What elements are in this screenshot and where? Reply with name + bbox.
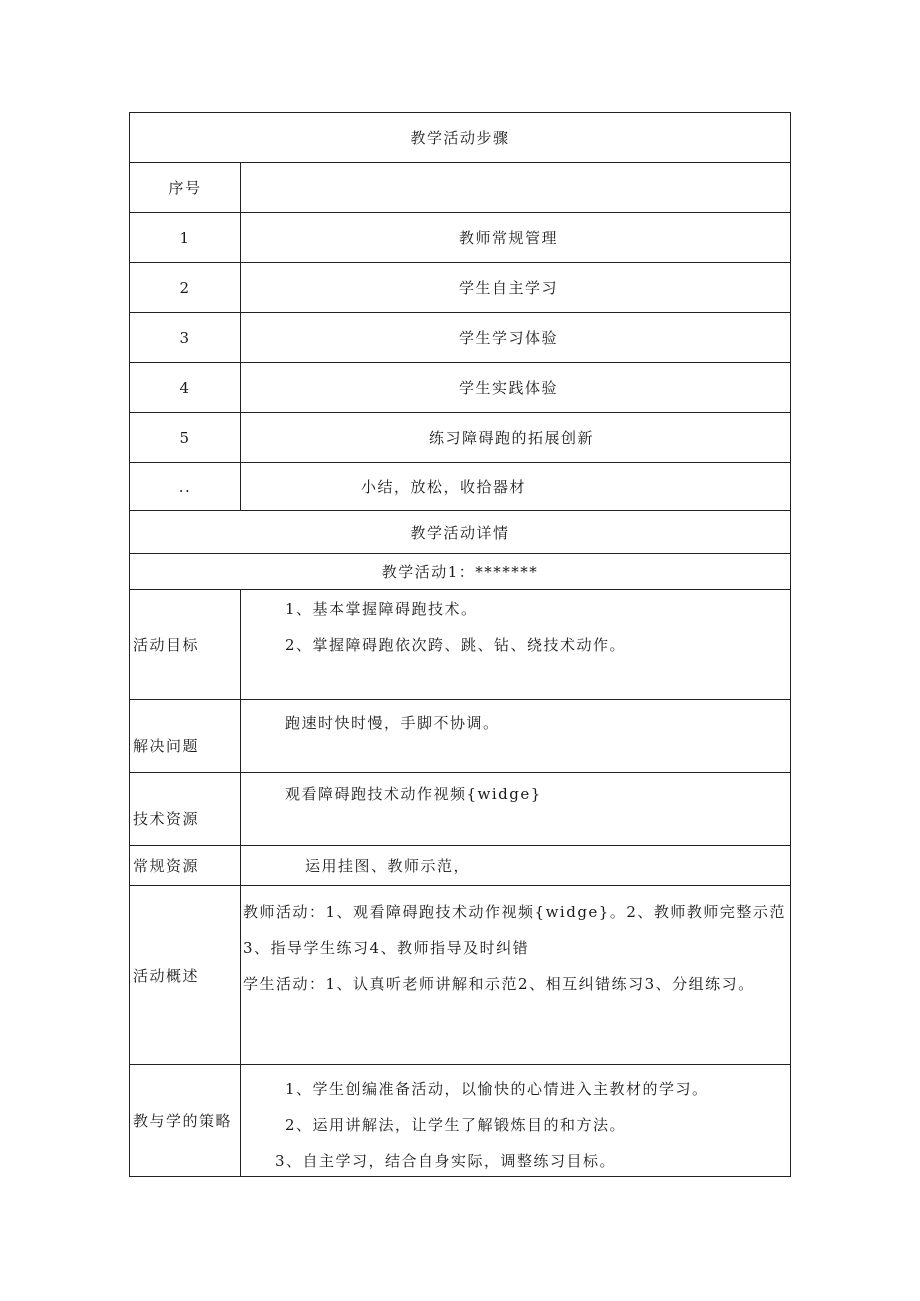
problem-label: 解决问题 xyxy=(130,700,241,772)
overview-label: 活动概述 xyxy=(130,886,241,1064)
goals-content xyxy=(241,590,790,699)
routine-text: 运用挂图、教师示范， xyxy=(305,857,471,875)
step-content: 教师常规管理 xyxy=(459,229,559,247)
goals-row xyxy=(130,590,790,700)
step-seq: 4 xyxy=(130,363,241,412)
step-row xyxy=(130,213,790,263)
overview-row xyxy=(130,886,790,1065)
steps-title: 教学活动步骤 xyxy=(410,129,510,147)
details-title: 教学活动详情 xyxy=(410,523,510,542)
steps-header-row xyxy=(130,163,790,213)
strategy-label: 教与学的策略 xyxy=(130,1065,241,1176)
goal-line: 1、基本掌握障碍跑技术。 xyxy=(285,600,478,618)
step-row xyxy=(130,363,790,413)
lesson-plan-table xyxy=(129,112,791,1177)
routine-label: 常规资源 xyxy=(130,846,241,885)
step-content: 学生学习体验 xyxy=(459,329,559,347)
goals-label: 活动目标 xyxy=(130,590,241,699)
step-seq: .. xyxy=(130,463,241,510)
problem-row xyxy=(130,700,790,773)
step-seq: 2 xyxy=(130,263,241,312)
details-title-row xyxy=(130,511,790,554)
overview-content xyxy=(241,886,790,1064)
strategy-line: 2、运用讲解法，让学生了解锻炼目的和方法。 xyxy=(285,1116,627,1134)
routine-row xyxy=(130,846,790,886)
step-content: 学生实践体验 xyxy=(459,379,559,397)
activity-title-row xyxy=(130,554,790,590)
step-row xyxy=(130,313,790,363)
steps-title-row xyxy=(130,113,790,163)
tech-label: 技术资源 xyxy=(130,773,241,845)
goal-line: 2、掌握障碍跑依次跨、跳、钻、绕技术动作。 xyxy=(285,636,627,654)
strategy-line: 3、自主学习，结合自身实际，调整练习目标。 xyxy=(275,1152,617,1170)
overview-teacher: 教师活动：1、观看障碍跑技术动作视频{widge}。2、教师教师完整示范3、指导学生练习4、教师指导及时纠错 xyxy=(243,903,786,957)
step-seq: 1 xyxy=(130,213,241,262)
tech-row xyxy=(130,773,790,846)
step-seq: 5 xyxy=(130,413,241,462)
step-content: 学生自主学习 xyxy=(459,279,559,297)
activity-title: 教学活动1：******* xyxy=(381,563,539,581)
strategy-row xyxy=(130,1065,790,1176)
strategy-content xyxy=(241,1065,790,1176)
step-content: 小结，放松，收拾器材 xyxy=(361,478,527,496)
step-row xyxy=(130,413,790,463)
overview-student: 学生活动：1、认真听老师讲解和示范2、相互纠错练习3、分组练习。 xyxy=(243,975,755,993)
step-content: 练习障碍跑的拓展创新 xyxy=(429,429,595,447)
step-row xyxy=(130,463,790,511)
tech-text: 观看障碍跑技术动作视频{widge} xyxy=(285,785,542,803)
seq-header: 序号 xyxy=(130,163,241,212)
problem-text: 跑速时快时慢，手脚不协调。 xyxy=(285,714,500,732)
step-row xyxy=(130,263,790,313)
strategy-line: 1、学生创编准备活动，以愉快的心情进入主教材的学习。 xyxy=(285,1080,709,1098)
step-seq: 3 xyxy=(130,313,241,362)
content-header xyxy=(241,163,790,212)
